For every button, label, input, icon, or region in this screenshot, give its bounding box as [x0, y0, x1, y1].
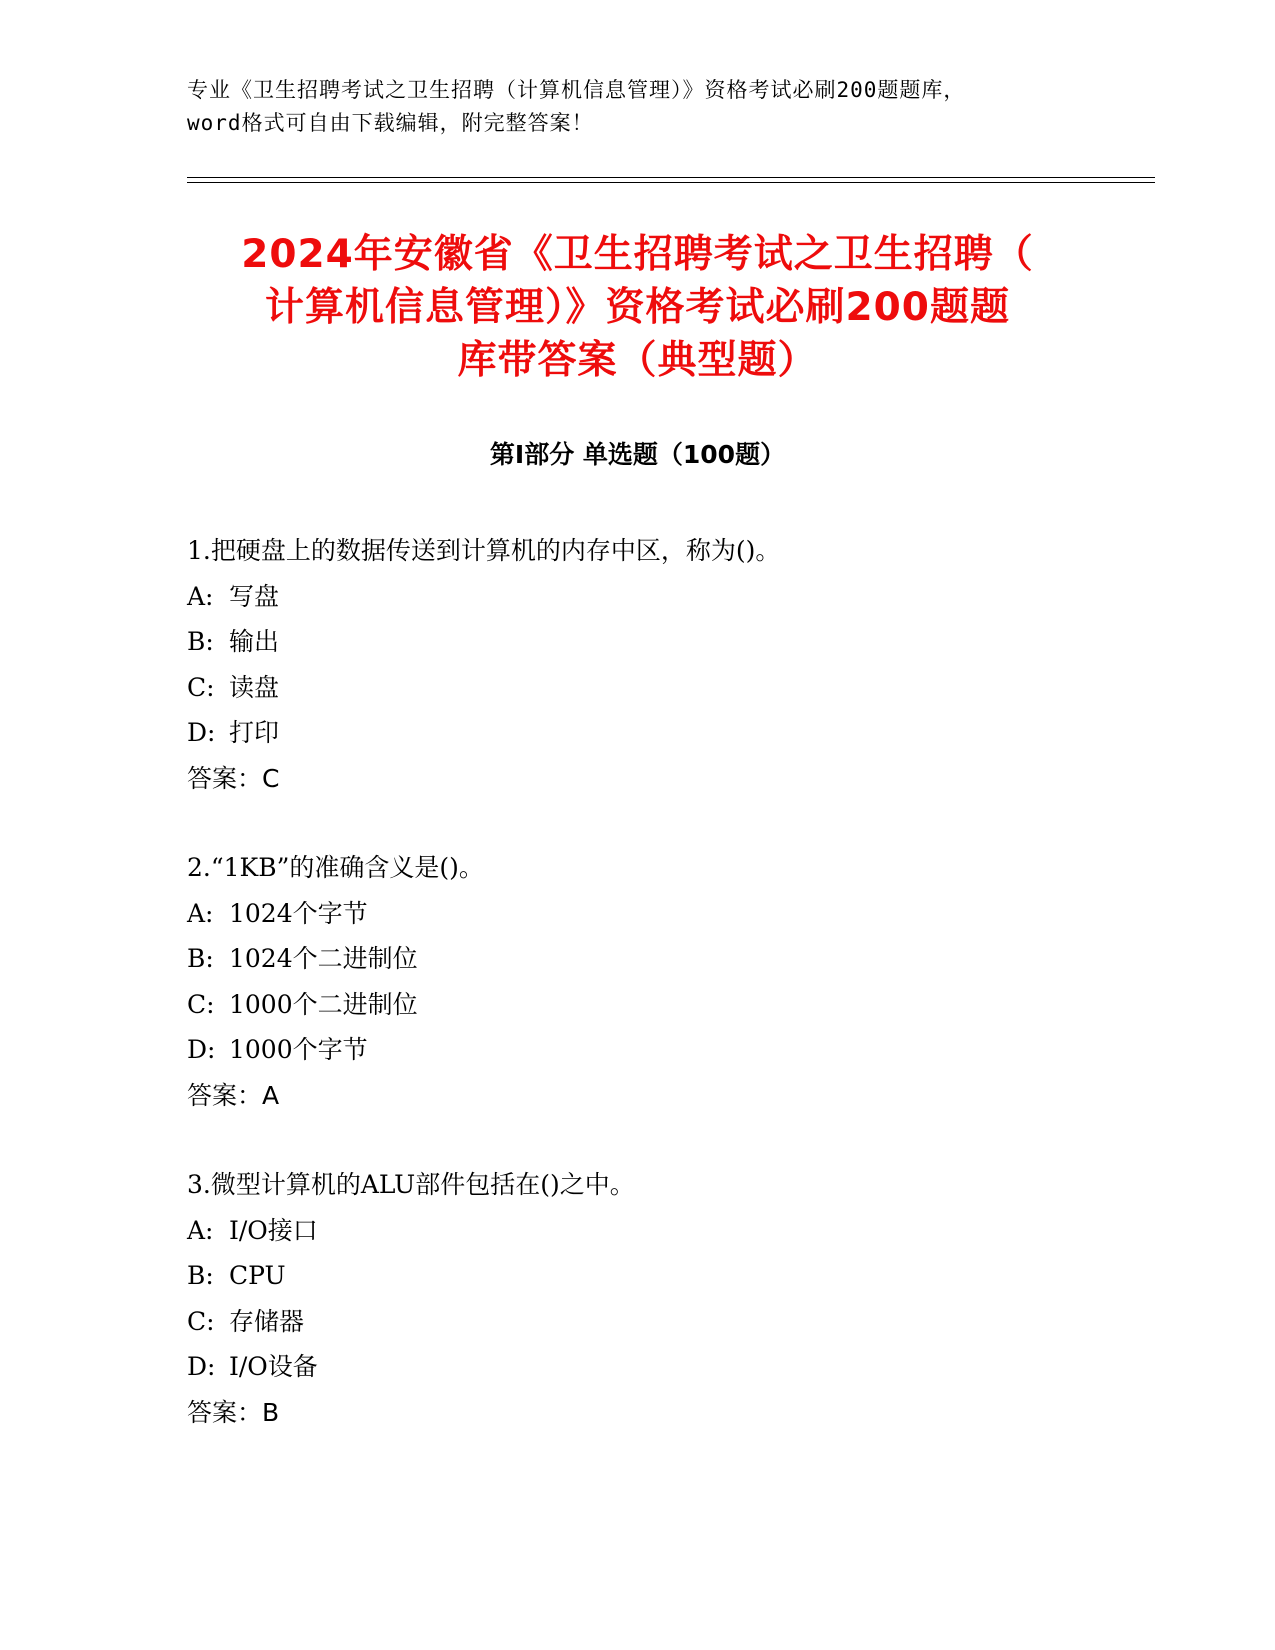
option-text: 存储器	[229, 1306, 305, 1336]
answer-line: 答案：C	[187, 763, 280, 793]
option-key: D:	[187, 1352, 216, 1381]
option-key: C:	[187, 672, 215, 702]
option-text: 打印	[229, 718, 280, 747]
question-list	[187, 528, 1187, 1479]
option-text: 1000个字节	[229, 1035, 368, 1064]
question-stem: 1.把硬盘上的数据传送到计算机的内存中区，称为()。	[187, 536, 781, 565]
option-d	[187, 1027, 1187, 1073]
option-text: 写盘	[229, 581, 280, 611]
question-item	[187, 1162, 1187, 1435]
option-key: B:	[187, 944, 214, 973]
question-stem: 3.微型计算机的ALU部件包括在()之中。	[187, 1170, 635, 1199]
title-line-1: 2024年安徽省《卫生招聘考试之卫生招聘（	[241, 232, 1034, 277]
option-text: I/O设备	[229, 1352, 318, 1381]
answer-line: 答案：A	[187, 1080, 280, 1110]
option-key: D:	[187, 1035, 216, 1064]
option-text: CPU	[229, 1261, 286, 1290]
option-text: 1000个二进制位	[229, 989, 418, 1019]
section-heading: 第Ⅰ部分 单选题（100题）	[489, 440, 786, 469]
option-c	[187, 982, 1187, 1028]
question-item	[187, 528, 1187, 801]
option-key: B:	[187, 627, 214, 656]
option-key: C:	[187, 1306, 215, 1336]
option-key: A:	[187, 898, 214, 928]
option-key: C:	[187, 989, 215, 1019]
option-key: A:	[187, 1215, 214, 1245]
option-c	[187, 665, 1187, 711]
document-header	[187, 74, 1087, 140]
option-a	[187, 1208, 1187, 1254]
question-item	[187, 845, 1187, 1118]
option-text: 读盘	[229, 672, 280, 702]
option-b	[187, 1253, 1187, 1299]
option-text: I/O接口	[229, 1215, 318, 1245]
option-key: D:	[187, 718, 216, 747]
option-d	[187, 710, 1187, 756]
header-divider-bottom	[187, 182, 1155, 183]
option-b	[187, 936, 1187, 982]
option-key: A:	[187, 581, 214, 611]
option-d	[187, 1344, 1187, 1390]
title-line-3: 库带答案（典型题）	[457, 338, 818, 383]
answer-line: 答案：B	[187, 1397, 280, 1427]
option-b	[187, 619, 1187, 665]
option-text: 输出	[229, 627, 280, 656]
header-line-1: 专业《卫生招聘考试之卫生招聘（计算机信息管理）》资格考试必刷200题题库，	[187, 78, 966, 102]
option-text: 1024个字节	[229, 898, 368, 928]
header-line-2: word格式可自由下载编辑，附完整答案！	[187, 111, 594, 135]
header-divider-top	[187, 177, 1155, 178]
document-title	[150, 228, 1125, 387]
option-c	[187, 1299, 1187, 1345]
option-text: 1024个二进制位	[229, 944, 418, 973]
option-a	[187, 891, 1187, 937]
title-line-2: 计算机信息管理）》资格考试必刷200题题	[265, 285, 1010, 330]
option-key: B:	[187, 1261, 214, 1290]
option-a	[187, 574, 1187, 620]
question-stem: 2.“1KB”的准确含义是()。	[187, 853, 484, 882]
